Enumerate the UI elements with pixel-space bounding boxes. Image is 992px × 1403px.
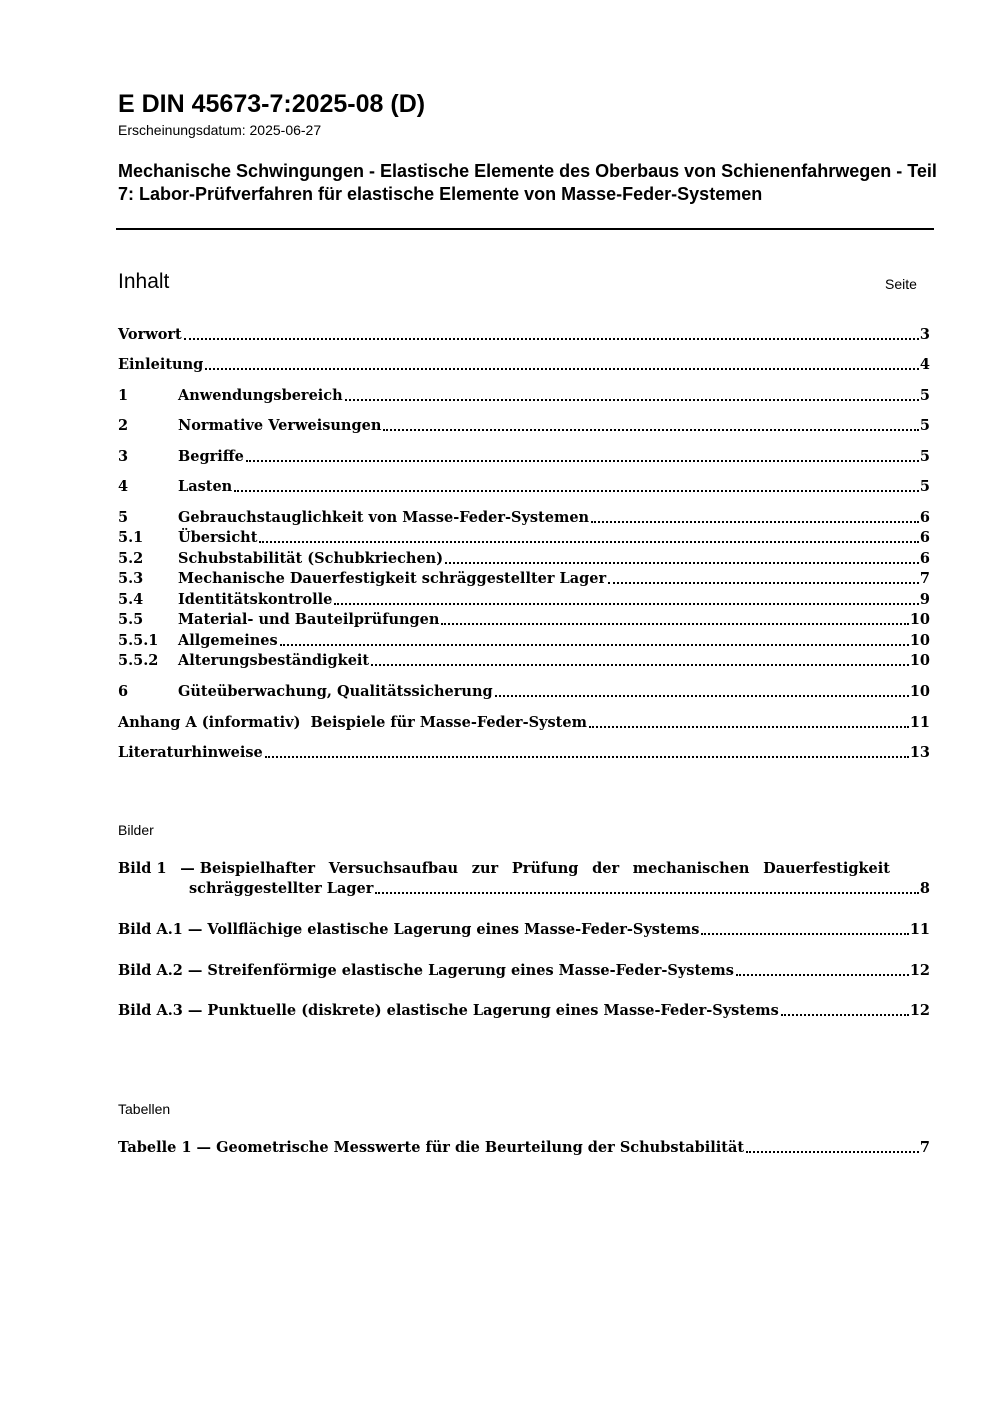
toc-entry-text: Begriffe bbox=[178, 448, 244, 465]
toc-entry[interactable] bbox=[118, 549, 930, 569]
figures-heading: Bilder bbox=[118, 822, 154, 838]
figure-word: Prüfung bbox=[511, 860, 579, 877]
toc-entry-number: 5.3 bbox=[118, 570, 144, 587]
toc-entry-number: 5 bbox=[118, 509, 129, 526]
toc-entry-text: Lasten bbox=[178, 478, 233, 495]
toc-entry-text: Güteüberwachung, Qualitätssicherung bbox=[178, 683, 493, 700]
toc-entry-page: 10 bbox=[909, 683, 930, 700]
figure-text: — Punktuelle (diskrete) elastische Lagerung eines Masse-Feder-Systems bbox=[187, 1002, 779, 1019]
toc-entry-page: 10 bbox=[909, 611, 930, 628]
dot-leader bbox=[259, 541, 919, 543]
toc-entry-page: 6 bbox=[919, 529, 930, 546]
dot-leader bbox=[345, 399, 919, 401]
figure-word: Versuchsaufbau bbox=[328, 860, 459, 877]
toc-entry-number: 5.5 bbox=[118, 611, 144, 628]
table-entry[interactable] bbox=[118, 1138, 930, 1158]
title-divider bbox=[116, 228, 934, 230]
dot-leader bbox=[184, 338, 919, 340]
toc-entry[interactable] bbox=[118, 386, 930, 406]
toc-entry-number: 4 bbox=[118, 478, 129, 495]
figure-page: 11 bbox=[909, 921, 930, 938]
dot-leader bbox=[265, 756, 909, 758]
toc-entry-text: Allgemeines bbox=[178, 632, 278, 649]
figure-entry[interactable] bbox=[118, 961, 930, 981]
figure-text-cont: schräggestellter Lager bbox=[189, 880, 374, 897]
page-column-label: Seite bbox=[885, 276, 917, 292]
toc-entry[interactable] bbox=[118, 447, 930, 467]
figure-entry[interactable] bbox=[118, 859, 930, 899]
toc-entry[interactable] bbox=[118, 325, 930, 345]
figure-text: — Streifenförmige elastische Lagerung eines Masse-Feder-Systems bbox=[187, 962, 734, 979]
document-title: Mechanische Schwingungen - Elastische Elemente des Oberbaus von Schienenfahrwegen - Teil 7: Labor-Prüfverfahren für elastische Elemente von Masse-Feder-Systemen bbox=[118, 161, 937, 204]
dot-leader bbox=[445, 562, 919, 564]
dot-leader bbox=[608, 582, 919, 584]
figure-word: zur bbox=[471, 860, 499, 877]
toc-entry[interactable] bbox=[118, 590, 930, 610]
toc-entry-page: 7 bbox=[919, 570, 930, 587]
toc-entry-number: 5.5.1 bbox=[118, 632, 159, 649]
figure-word: der bbox=[592, 860, 620, 877]
toc-entry[interactable] bbox=[118, 355, 930, 375]
figure-label: Bild A.3 bbox=[118, 1002, 183, 1019]
toc-entry[interactable] bbox=[118, 610, 930, 630]
toc-entry-number: 3 bbox=[118, 448, 129, 465]
toc-entry-text: Schubstabilität (Schubkriechen) bbox=[178, 550, 444, 567]
tables-heading: Tabellen bbox=[118, 1101, 171, 1117]
toc-entry-number: 1 bbox=[118, 387, 129, 404]
toc-entry-text: Einleitung bbox=[118, 356, 204, 373]
toc-entry-page: 10 bbox=[909, 632, 930, 649]
figure-page: 12 bbox=[909, 962, 930, 979]
figure-word: mechanischen bbox=[632, 860, 750, 877]
dot-leader bbox=[441, 623, 908, 625]
table-label: Tabelle 1 bbox=[118, 1139, 192, 1156]
toc-entry-text: Gebrauchstauglichkeit von Masse-Feder-Systemen bbox=[178, 509, 590, 526]
toc-entry-page: 10 bbox=[909, 652, 930, 669]
toc-entry-page: 13 bbox=[909, 744, 930, 761]
toc-entry-number: 5.1 bbox=[118, 529, 144, 546]
toc-entry-page: 5 bbox=[919, 448, 930, 465]
dot-leader bbox=[280, 644, 909, 646]
toc-entry-number: 2 bbox=[118, 417, 129, 434]
toc-entry-page: 3 bbox=[919, 326, 930, 343]
toc-entry[interactable] bbox=[118, 477, 930, 497]
dot-leader bbox=[591, 521, 919, 523]
toc-entry-text: Vorwort bbox=[118, 326, 182, 343]
dot-leader bbox=[375, 892, 919, 894]
toc-entry-text: Mechanische Dauerfestigkeit schräggestellter Lager bbox=[178, 570, 607, 587]
toc-entry-text: Alterungsbeständigkeit bbox=[178, 652, 370, 669]
figure-word: Dauerfestigkeit bbox=[763, 860, 890, 877]
figure-word: — Beispielhafter bbox=[180, 860, 316, 877]
toc-entry[interactable] bbox=[118, 713, 930, 733]
dot-leader bbox=[746, 1151, 919, 1153]
toc-entry-text: Normative Verweisungen bbox=[178, 417, 382, 434]
toc-entry-page: 9 bbox=[919, 591, 930, 608]
dot-leader bbox=[736, 974, 909, 976]
toc-entry-text: Identitätskontrolle bbox=[178, 591, 333, 608]
toc-entry[interactable] bbox=[118, 416, 930, 436]
document-id: E DIN 45673-7:2025-08 (D) bbox=[118, 90, 426, 118]
toc-entry-page: 5 bbox=[919, 478, 930, 495]
toc-entry[interactable] bbox=[118, 743, 930, 763]
toc-entry-text: Anhang A (informativ) Beispiele für Masse-Feder-System bbox=[118, 714, 587, 731]
table-page: 7 bbox=[919, 1139, 930, 1156]
toc-entry[interactable] bbox=[118, 508, 930, 528]
toc-entry[interactable] bbox=[118, 651, 930, 671]
dot-leader bbox=[495, 695, 909, 697]
toc-entry-text: Übersicht bbox=[178, 529, 258, 546]
toc-entry-number: 5.5.2 bbox=[118, 652, 159, 669]
dot-leader bbox=[701, 933, 908, 935]
figure-text: — Vollflächige elastische Lagerung eines Masse-Feder-Systems bbox=[187, 921, 700, 938]
publication-date: Erscheinungsdatum: 2025-06-27 bbox=[118, 122, 322, 138]
toc-entry[interactable] bbox=[118, 569, 930, 589]
toc-entry-page: 5 bbox=[919, 417, 930, 434]
figure-page: 8 bbox=[919, 880, 930, 897]
toc-entry-page: 6 bbox=[919, 550, 930, 567]
dot-leader bbox=[781, 1014, 909, 1016]
toc-heading: Inhalt bbox=[118, 270, 170, 293]
toc-entry[interactable] bbox=[118, 528, 930, 548]
toc-entry-text: Literaturhinweise bbox=[118, 744, 263, 761]
figure-label: Bild A.1 bbox=[118, 921, 183, 938]
table-text: — Geometrische Messwerte für die Beurteilung der Schubstabilität bbox=[196, 1139, 745, 1156]
figure-page: 12 bbox=[909, 1002, 930, 1019]
dot-leader bbox=[246, 460, 919, 462]
dot-leader bbox=[371, 664, 909, 666]
toc-entry-text: Material- und Bauteilprüfungen bbox=[178, 611, 440, 628]
dot-leader bbox=[334, 603, 919, 605]
figure-entry[interactable] bbox=[118, 1001, 930, 1021]
toc-entry[interactable] bbox=[118, 682, 930, 702]
toc-entry[interactable] bbox=[118, 631, 930, 651]
dot-leader bbox=[589, 726, 909, 728]
dot-leader bbox=[234, 490, 919, 492]
figure-label: Bild 1 bbox=[118, 860, 167, 877]
toc-entry-text: Anwendungsbereich bbox=[178, 387, 343, 404]
dot-leader bbox=[205, 368, 919, 370]
toc-entry-number: 5.4 bbox=[118, 591, 144, 608]
toc-entry-page: 11 bbox=[909, 714, 930, 731]
dot-leader bbox=[383, 429, 919, 431]
toc-entry-page: 4 bbox=[919, 356, 930, 373]
figure-entry[interactable] bbox=[118, 920, 930, 940]
toc-entry-page: 6 bbox=[919, 509, 930, 526]
toc-entry-number: 6 bbox=[118, 683, 129, 700]
figure-label: Bild A.2 bbox=[118, 962, 183, 979]
toc-entry-page: 5 bbox=[919, 387, 930, 404]
toc-entry-number: 5.2 bbox=[118, 550, 144, 567]
